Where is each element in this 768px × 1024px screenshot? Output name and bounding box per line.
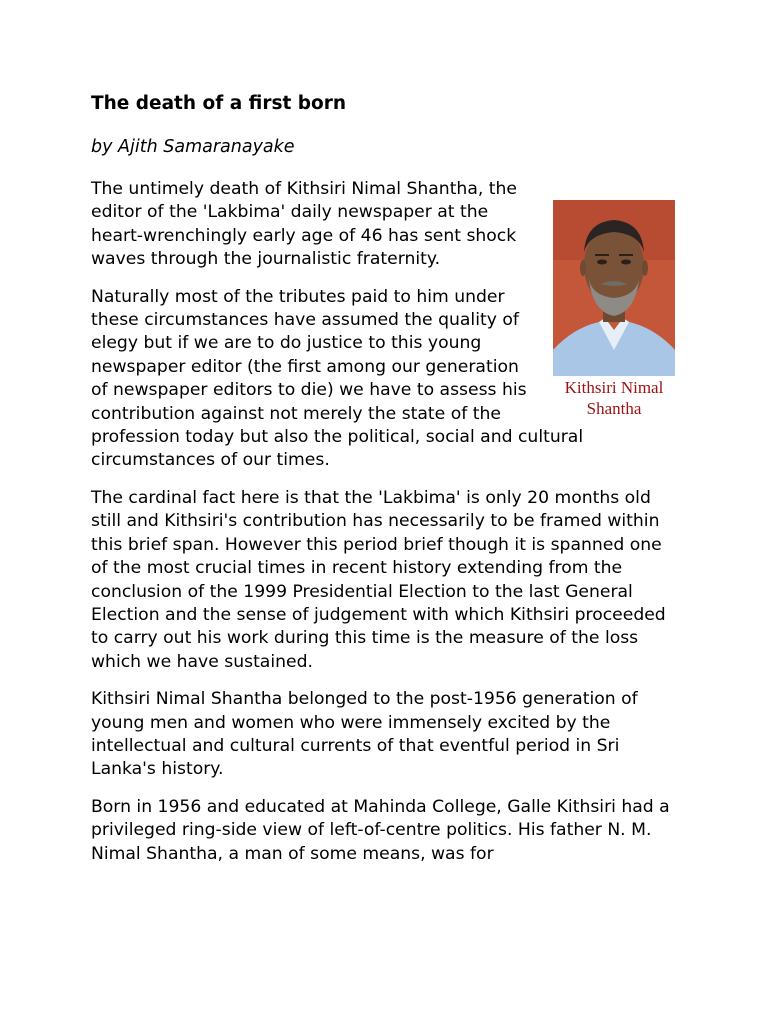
article-byline: by Ajith Samaranayake — [91, 137, 295, 157]
article-title: The death of a first born — [91, 93, 347, 114]
photo-caption: Kithsiri Nimal Shantha — [564, 378, 664, 418]
author-photo-figure — [547, 200, 681, 419]
paragraph-4: Kithsiri Nimal Shantha belonged to the post-1956 generation of young men and women who were immensely excited by the intellectual and cultural currents of that eventful period in Sri Lanka's history. — [91, 689, 638, 780]
article-body — [91, 178, 683, 880]
paragraph-2: Naturally most of the tributes paid to him under these circumstances have assumed the quality of elegy but if we are to do justice to this young newspaper editor (the first among our generation of newspaper editors to die) we have to assess his contribution against not merely the state of the profession today but also the political, social and cultural circumstances of our times. — [91, 286, 584, 471]
paragraph-5: Born in 1956 and educated at Mahinda College, Galle Kithsiri had a privileged ring-side view of left-of-centre politics. His father N. M. Nimal Shantha, a man of some means, was for — [91, 796, 670, 864]
portrait-photo — [553, 200, 675, 376]
paragraph-3: The cardinal fact here is that the 'Lakbima' is only 20 months old still and Kithsiri's contribution has necessarily to be framed within this brief span. However this period brief though it is spanned one of the most crucial times in recent history extending from the conclusion of the 1999 Presidential Election to the last General Election and the sense of judgement with which Kithsiri proceeded to carry out his work during this time is the measure of the loss which we have sustained. — [91, 487, 666, 672]
paragraph-1: The untimely death of Kithsiri Nimal Shantha, the editor of the 'Lakbima' daily newspaper at the heart-wrenchingly early age of 46 has sent shock waves through the journalistic fraternity. — [91, 179, 517, 270]
